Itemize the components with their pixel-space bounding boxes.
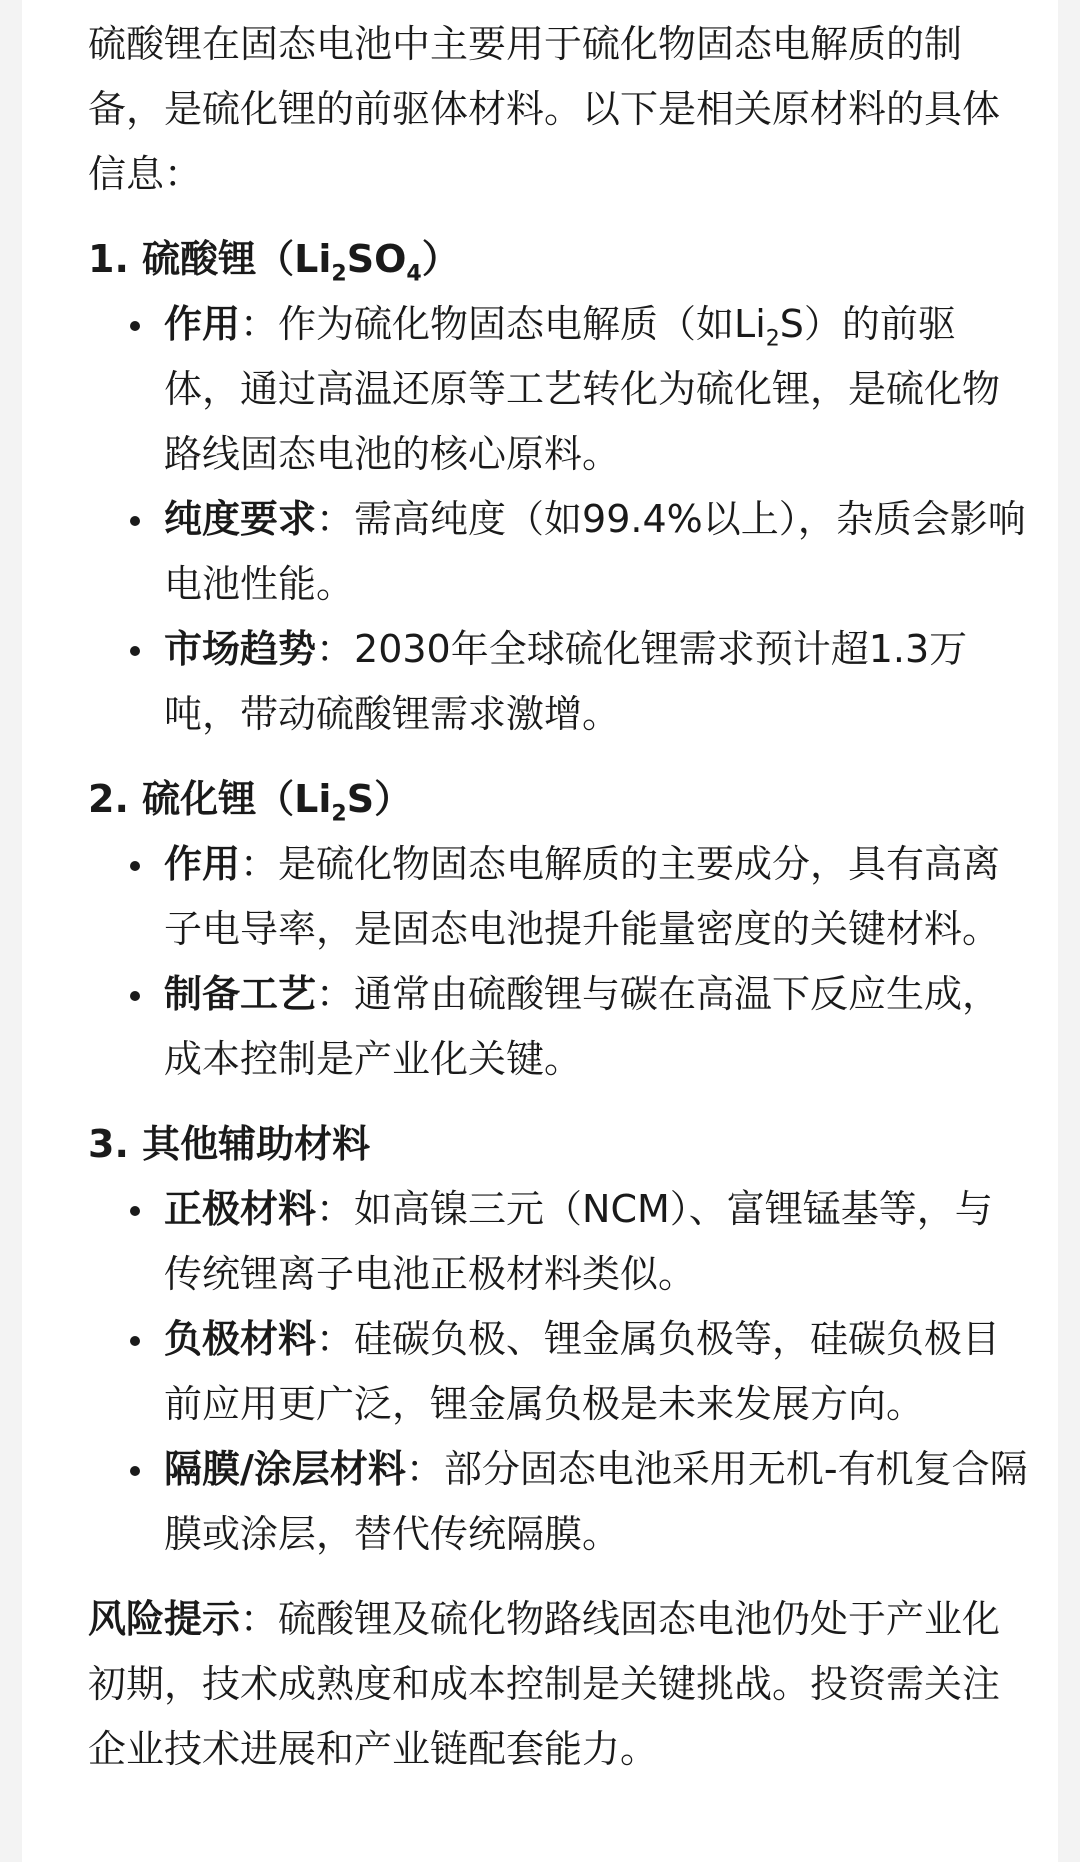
item-label: 市场趋势 [164, 627, 317, 671]
bullet-list [88, 832, 1028, 1092]
subscript: 4 [406, 261, 422, 287]
list-item [88, 1307, 1028, 1437]
list-item [88, 1177, 1028, 1307]
risk-label: 风险提示 [88, 1597, 241, 1641]
bullet-dot-icon [130, 1206, 140, 1216]
list-item [88, 292, 1028, 487]
item-label: 作用 [164, 302, 241, 346]
section-title-text: ） [421, 237, 460, 281]
bullet-dot-icon [130, 1466, 140, 1476]
list-item [88, 832, 1028, 962]
bullet-dot-icon [130, 646, 140, 656]
bullet-dot-icon [130, 991, 140, 1001]
item-text: ：通常由硫酸锂与碳在高温下反应生成，成本控制是产业化关键。 [164, 972, 1001, 1081]
intro-paragraph: 硫酸锂在固态电池中主要用于硫化物固态电解质的制备，是硫化锂的前驱体材料。以下是相关原材料的具体信息： [88, 22, 1001, 196]
list-item [88, 617, 1028, 747]
list-item [88, 1437, 1028, 1567]
section-title-other-materials: 3. 其他辅助材料 [88, 1122, 371, 1166]
bullet-dot-icon [130, 516, 140, 526]
message-card [22, 0, 1058, 1862]
bullet-dot-icon [130, 321, 140, 331]
list-item [88, 962, 1028, 1092]
item-text: ：如高镍三元（NCM）、富锂锰基等，与传统锂离子电池正极材料类似。 [164, 1187, 993, 1296]
item-text: ：硅碳负极、锂金属负极等，硅碳负极目前应用更广泛，锂金属负极是未来发展方向。 [164, 1317, 1001, 1426]
section-title-text: 1. 硫酸锂（Li [88, 237, 332, 281]
item-label: 隔膜/涂层材料 [164, 1447, 406, 1491]
item-text: ：是硫化物固态电解质的主要成分，具有高离子电导率，是固态电池提升能量密度的关键材料。 [164, 842, 1001, 951]
list-item [88, 487, 1028, 617]
section-title-text: 2. 硫化锂（Li [88, 777, 332, 821]
bullet-dot-icon [130, 1336, 140, 1346]
risk-text: ：硫酸锂及硫化物路线固态电池仍处于产业化初期，技术成熟度和成本控制是关键挑战。投资需关注企业技术进展和产业链配套能力。 [88, 1597, 1001, 1771]
subscript: 2 [331, 801, 347, 827]
bullet-list [88, 1177, 1028, 1567]
item-label: 正极材料 [164, 1187, 317, 1231]
risk-paragraph [88, 1587, 1028, 1782]
subscript: 2 [765, 326, 780, 352]
bullet-dot-icon [130, 861, 140, 871]
message-content [88, 12, 1028, 1782]
bullet-list [88, 292, 1028, 747]
item-label: 作用 [164, 842, 241, 886]
item-text: ：2030年全球硫化锂需求预计超1.3万吨，带动硫酸锂需求激增。 [164, 627, 968, 736]
item-label: 制备工艺 [164, 972, 317, 1016]
subscript: 2 [331, 261, 347, 287]
item-text: S）的前驱体，通过高温还原等工艺转化为硫化锂，是硫化物路线固态电池的核心原料。 [164, 302, 1001, 476]
section-title-text: S） [346, 777, 413, 821]
item-text: ：需高纯度（如99.4%以上），杂质会影响电池性能。 [164, 497, 1026, 606]
item-label: 纯度要求 [164, 497, 317, 541]
item-label: 负极材料 [164, 1317, 317, 1361]
section-title-lithium-sulfate [88, 227, 1028, 292]
item-text: ：部分固态电池采用无机-有机复合隔膜或涂层，替代传统隔膜。 [164, 1447, 1028, 1556]
section-title-lithium-sulfide [88, 767, 1028, 832]
item-text: ：作为硫化物固态电解质（如Li [240, 302, 766, 346]
section-title-text: SO [346, 237, 407, 281]
